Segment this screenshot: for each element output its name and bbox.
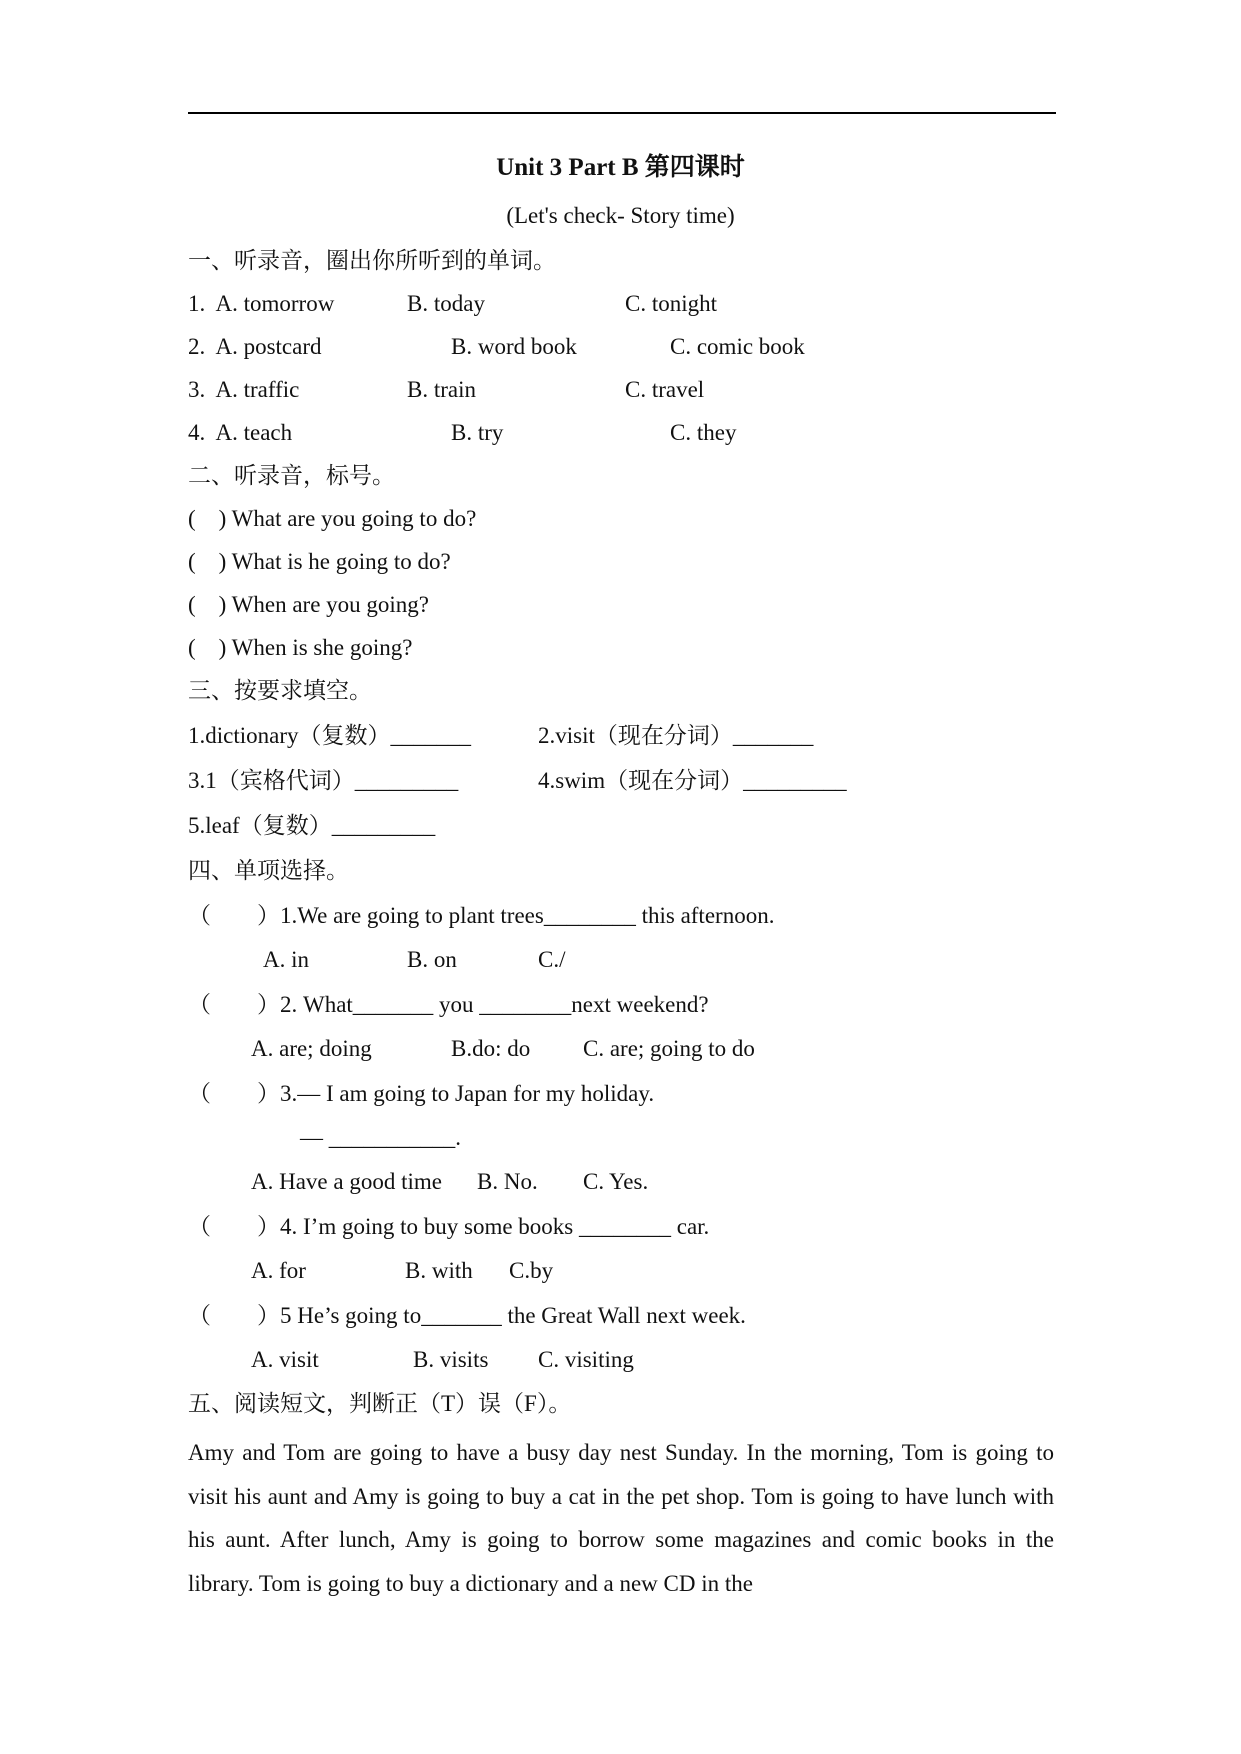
s4-q3-answer-line: — ___________.: [300, 1125, 461, 1150]
s1-item3-option-a: 3. A. traffic: [188, 377, 300, 402]
s4-q4-option-c: C.by: [509, 1258, 554, 1283]
s3-item-1: 1.dictionary（复数）_______: [188, 723, 471, 748]
s4-question-5: （ ）5 He’s going to_______ the Great Wall next week.: [188, 1303, 746, 1328]
s1-item2-option-a: 2. A. postcard: [188, 334, 322, 359]
section1-heading: 一、听录音，圈出你所听到的单词。: [188, 248, 556, 273]
s3-item-2: 2.visit（现在分词）_______: [538, 723, 814, 748]
s1-item1-option-c: C. tonight: [625, 291, 718, 316]
s1-item4-option-c: C. they: [670, 420, 737, 445]
s1-item2-option-c: C. comic book: [670, 334, 805, 359]
s4-q5-option-c: C. visiting: [538, 1347, 634, 1372]
s4-q3-option-a: A. Have a good time: [251, 1169, 442, 1194]
s1-item4-option-b: B. try: [451, 420, 504, 445]
s1-item1-option-b: B. today: [407, 291, 485, 316]
s4-q1-option-c: C./: [538, 947, 566, 972]
s2-item-1: ( ) What are you going to do?: [188, 506, 477, 531]
s1-item3-option-c: C. travel: [625, 377, 705, 402]
s2-item-3: ( ) When are you going?: [188, 592, 429, 617]
s4-q3-option-c: C. Yes.: [583, 1169, 649, 1194]
reading-passage: Amy and Tom are going to have a busy day nest Sunday. In the morning, Tom is going to visit his aunt and Amy is going to buy a cat in the pet shop. Tom is going to have lunch with his aunt. After lunch, Amy is going to borrow some magazines and comic books in the library. Tom is going to buy a dictionary and a new CD in the: [188, 1440, 1054, 1596]
s4-q2-option-c: C. are; going to do: [583, 1036, 755, 1061]
section5-heading: 五、阅读短文，判断正（T）误（F）。: [188, 1391, 572, 1416]
s2-item-4: ( ) When is she going?: [188, 635, 413, 660]
s4-question-1: （ ）1.We are going to plant trees________ this afternoon.: [188, 903, 775, 928]
s4-question-2: （ ）2. What_______ you ________next weekend?: [188, 992, 709, 1017]
s4-q2-option-a: A. are; doing: [251, 1036, 372, 1061]
page-subtitle: (Let's check- Story time): [506, 203, 735, 228]
s4-q5-option-b: B. visits: [413, 1347, 489, 1372]
s4-q5-option-a: A. visit: [251, 1347, 319, 1372]
s1-item2-option-b: B. word book: [451, 334, 577, 359]
section2-heading: 二、听录音，标号。: [188, 463, 395, 488]
s4-question-3: （ ）3.— I am going to Japan for my holiday.: [188, 1081, 655, 1106]
section4-heading: 四、单项选择。: [188, 858, 349, 883]
s4-q4-option-a: A. for: [251, 1258, 306, 1283]
s4-q1-option-b: B. on: [407, 947, 457, 972]
s3-item-5: 5.leaf（复数）_________: [188, 813, 436, 838]
s1-item1-option-a: 1. A. tomorrow: [188, 291, 335, 316]
s4-q4-option-b: B. with: [405, 1258, 473, 1283]
s4-q2-option-b: B.do: do: [451, 1036, 531, 1061]
s3-item-3: 3.1（宾格代词）_________: [188, 768, 459, 793]
header-rule: [188, 112, 1056, 114]
section3-heading: 三、按要求填空。: [188, 678, 372, 703]
s3-item-4: 4.swim（现在分词）_________: [538, 768, 847, 793]
s4-q3-option-b: B. No.: [477, 1169, 538, 1194]
s1-item4-option-a: 4. A. teach: [188, 420, 293, 445]
s1-item3-option-b: B. train: [407, 377, 476, 402]
page-title: Unit 3 Part B 第四课时: [496, 154, 745, 181]
s2-item-2: ( ) What is he going to do?: [188, 549, 451, 574]
s4-question-4: （ ）4. I’m going to buy some books ________ car.: [188, 1214, 710, 1239]
s4-q1-option-a: A. in: [263, 947, 309, 972]
